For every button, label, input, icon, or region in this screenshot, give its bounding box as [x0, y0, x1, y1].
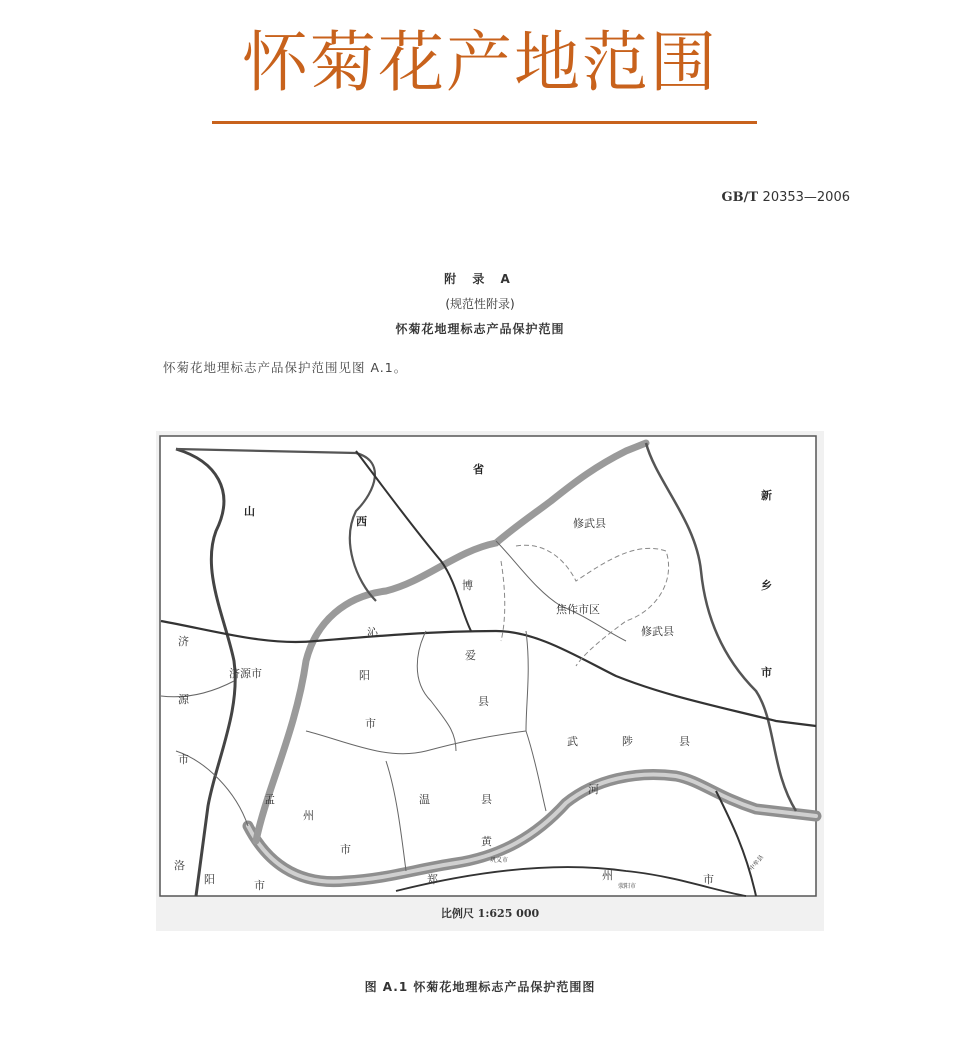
map-drawing: [156, 431, 824, 931]
map-label-ji: 济: [178, 635, 189, 648]
map-label-shi-luoyang: 市: [254, 879, 265, 892]
figure-caption: 图 A.1 怀菊花地理标志产品保护范围图: [364, 980, 596, 994]
map-label-small1: 巩义市: [490, 857, 509, 864]
map-label-shi-zhengzhou: 市: [703, 873, 714, 886]
map-label-shi-east: 市: [761, 666, 772, 679]
map-label-xiuwu-north: 修武县: [573, 517, 606, 530]
map-label-luo: 洛: [174, 859, 185, 872]
map-label-qin: 沁: [367, 626, 378, 639]
map-label-yang: 阳: [359, 669, 370, 682]
map-label-zhi: 陟: [622, 735, 633, 748]
map-label-yuan: 源: [178, 693, 189, 706]
map-label-sheng: 省: [473, 463, 484, 476]
banner-underline: [212, 121, 757, 124]
map-label-huang: 黄: [481, 835, 492, 848]
map-label-xian-wen: 县: [481, 793, 492, 806]
map-label-shi-jiyuan: 市: [178, 753, 189, 766]
map-label-jiaozuo: 焦作市区: [556, 603, 600, 616]
map-label-wen: 温: [419, 793, 430, 806]
map-label-shi-qinyang: 市: [365, 717, 376, 730]
map-figure: [156, 431, 824, 931]
map-label-zheng: 郑: [427, 873, 438, 886]
appendix-heading: 附 录 A: [444, 272, 516, 286]
banner-title: 怀菊花产地范围: [242, 24, 718, 101]
map-label-jiyuan: 济源市: [229, 667, 262, 680]
map-label-xiang: 乡: [761, 579, 772, 592]
map-label-xian-boai: 县: [478, 695, 489, 708]
standard-code: [700, 190, 850, 205]
map-label-zhou: 州: [303, 809, 314, 822]
standard-number: 20353—2006: [762, 190, 850, 205]
appendix-title: 怀菊花地理标志产品保护范围: [395, 322, 565, 336]
map-label-wu: 武: [567, 735, 578, 748]
intro-text: 怀菊花地理标志产品保护范围见图 A.1。: [163, 360, 408, 375]
map-label-xian-wuzhi: 县: [679, 735, 690, 748]
map-label-xiuwu-east: 修武县: [641, 625, 674, 638]
map-label-bo: 博: [462, 579, 473, 592]
standard-prefix: GB/T: [721, 190, 759, 205]
map-label-xin: 新: [761, 489, 772, 502]
map-label-shan: 山: [244, 505, 255, 518]
map-label-meng: 孟: [264, 793, 275, 806]
map-label-zhou2: 州: [602, 869, 613, 882]
appendix-type: (规范性附录): [445, 297, 515, 311]
map-scale: 比例尺 1:625 000: [440, 907, 540, 920]
map-label-ai: 爱: [465, 649, 476, 662]
map-label-shi-mengzhou: 市: [340, 843, 351, 856]
map-label-small2: 荥阳市: [618, 883, 637, 890]
map-label-xi: 西: [356, 515, 367, 528]
map-label-small3: 中牟县: [748, 853, 766, 873]
map-label-he: 河: [588, 783, 599, 796]
map-label-yang2: 阳: [204, 873, 215, 886]
